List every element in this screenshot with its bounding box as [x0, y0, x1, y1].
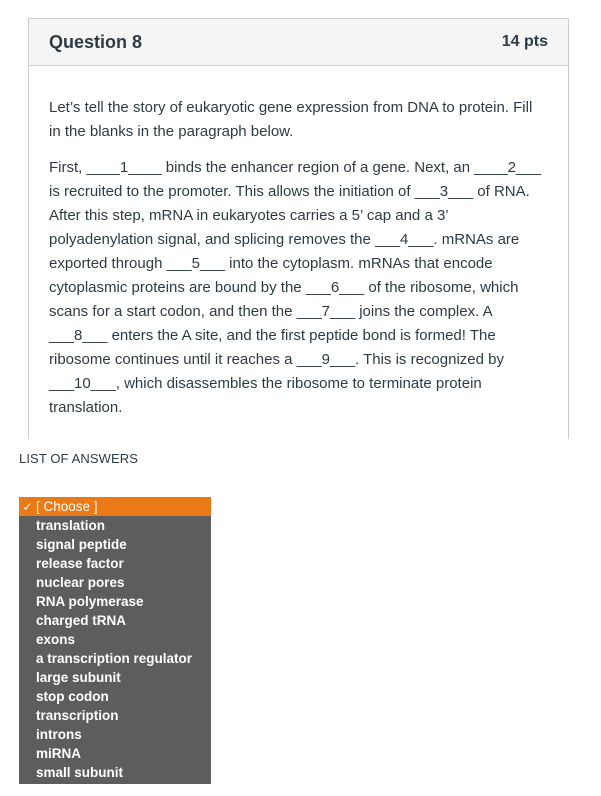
question-intro: Let’s tell the story of eukaryotic gene expression from DNA to protein. Fill in the blanks in the paragraph below. [49, 99, 533, 140]
dropdown-option[interactable]: exons [36, 632, 76, 647]
dropdown-option[interactable]: miRNA [36, 746, 82, 761]
dropdown-option[interactable]: stop codon [36, 689, 109, 704]
dropdown-option[interactable]: signal peptide [36, 537, 127, 552]
answer-dropdown-list[interactable] [19, 497, 211, 784]
check-icon: ✓ [22, 500, 33, 514]
dropdown-option[interactable]: nuclear pores [36, 575, 125, 590]
dropdown-option[interactable]: large subunit [36, 670, 121, 685]
dropdown-option[interactable]: translation [36, 518, 106, 533]
dropdown-option-label: [ Choose ] [36, 499, 98, 514]
question-title: Question 8 [49, 31, 143, 52]
dropdown-option[interactable]: release factor [36, 556, 124, 571]
answers-list-label: LIST OF ANSWERS [19, 451, 139, 466]
dropdown-option-choose[interactable] [19, 497, 211, 516]
dropdown-option[interactable]: charged tRNA [36, 613, 127, 628]
dropdown-option[interactable]: a transcription regulator [36, 651, 193, 666]
dropdown-option[interactable]: RNA polymerase [36, 594, 144, 609]
dropdown-option[interactable]: introns [36, 727, 82, 742]
question-points: 14 pts [501, 33, 548, 50]
question-paragraph: First, ____1____ binds the enhancer region of a gene. Next, an ____2___ is recruited to the promoter. This allows the initiation of ___3___ of RNA. After this step, mRNA in eukaryotes carries a 5’ cap and a 3’ polyadenylation signal, and splicing removes the ___4___. mRNAs are exported through ___5___ into the cytoplasm. mRNAs that encode cytoplasmic proteins are bound by the ___6___ of the ribosome, which scans for a start codon, and then the ___7___ joins the complex. A ___8___ enters the A site, and the first peptide bond is formed! The ribosome continues until it reaches a ___9___. This is recognized by ___10___, which disassembles the ribosome to terminate protein translation. [49, 159, 542, 416]
question-body [29, 66, 568, 420]
dropdown-option[interactable]: transcription [36, 708, 119, 723]
question-card [28, 18, 569, 439]
question-header [29, 19, 568, 66]
dropdown-option[interactable]: small subunit [36, 765, 124, 780]
